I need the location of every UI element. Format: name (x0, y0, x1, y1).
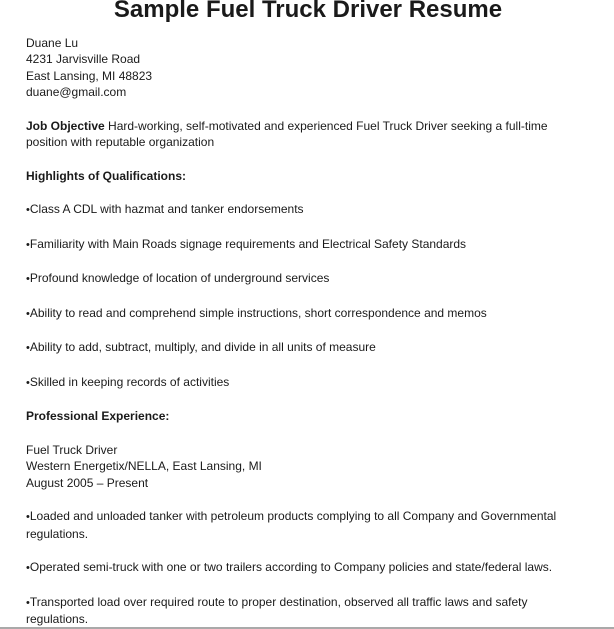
qualification-item (26, 305, 590, 323)
experience-item (26, 508, 590, 542)
experience-item (26, 594, 590, 628)
job-dates: August 2005 – Present (26, 475, 149, 490)
bullet-icon: • (26, 511, 30, 523)
qualification-text: Profound knowledge of location of underground services (29, 271, 330, 285)
bullet-icon: • (26, 562, 30, 574)
experience-item (26, 559, 590, 577)
qualification-item (26, 374, 590, 392)
contact-block (26, 35, 590, 101)
job-company: Western Energetix/NELLA, East Lansing, MI (26, 459, 262, 473)
qualification-text: Ability to add, subtract, multiply, and divide in all units of measure (29, 340, 376, 354)
bullet-icon: • (26, 204, 30, 216)
job-block (26, 442, 590, 492)
contact-name: Duane Lu (26, 35, 79, 50)
qualifications-heading: Highlights of Qualifications: (26, 168, 186, 183)
contact-email: duane@gmail.com (26, 85, 127, 99)
job-objective (26, 118, 590, 151)
bullet-icon: • (26, 307, 30, 320)
experience-text: Transported load over required route to proper destination, observed all traffic laws and safety regulations. (26, 594, 528, 626)
qualification-text: Class A CDL with hazmat and tanker endorsements (29, 202, 304, 216)
job-objective-label: Job Objective (26, 118, 105, 133)
qualification-item (26, 236, 590, 254)
qualification-item (26, 339, 590, 357)
qualification-text: Skilled in keeping records of activities (29, 374, 230, 389)
bullet-icon: • (26, 342, 30, 354)
contact-street: 4231 Jarvisville Road (26, 52, 141, 66)
bullet-icon: • (26, 273, 30, 285)
job-title: Fuel Truck Driver (26, 442, 118, 457)
experience-text: Operated semi-truck with one or two trailers according to Company policies and state/federal laws. (29, 560, 553, 574)
experience-heading: Professional Experience: (26, 409, 170, 423)
bullet-icon: • (26, 238, 30, 251)
qualification-item (26, 201, 590, 219)
job-objective-text: Hard-working, self-motivated and experienced Fuel Truck Driver seeking a full-time position with reputable organization (26, 118, 548, 149)
qualification-text: Familiarity with Main Roads signage requirements and Electrical Safety Standards (29, 236, 467, 251)
qualification-text: Ability to read and comprehend simple instructions, short correspondence and memos (29, 305, 487, 320)
page-title: Sample Fuel Truck Driver Resume (113, 0, 503, 23)
qualification-item (26, 270, 590, 288)
contact-city-state-zip: East Lansing, MI 48823 (26, 68, 153, 83)
bullet-icon: • (26, 376, 30, 389)
experience-text: Loaded and unloaded tanker with petroleum products complying to all Company and Governmental regulations. (26, 509, 557, 541)
bullet-icon: • (26, 596, 30, 609)
